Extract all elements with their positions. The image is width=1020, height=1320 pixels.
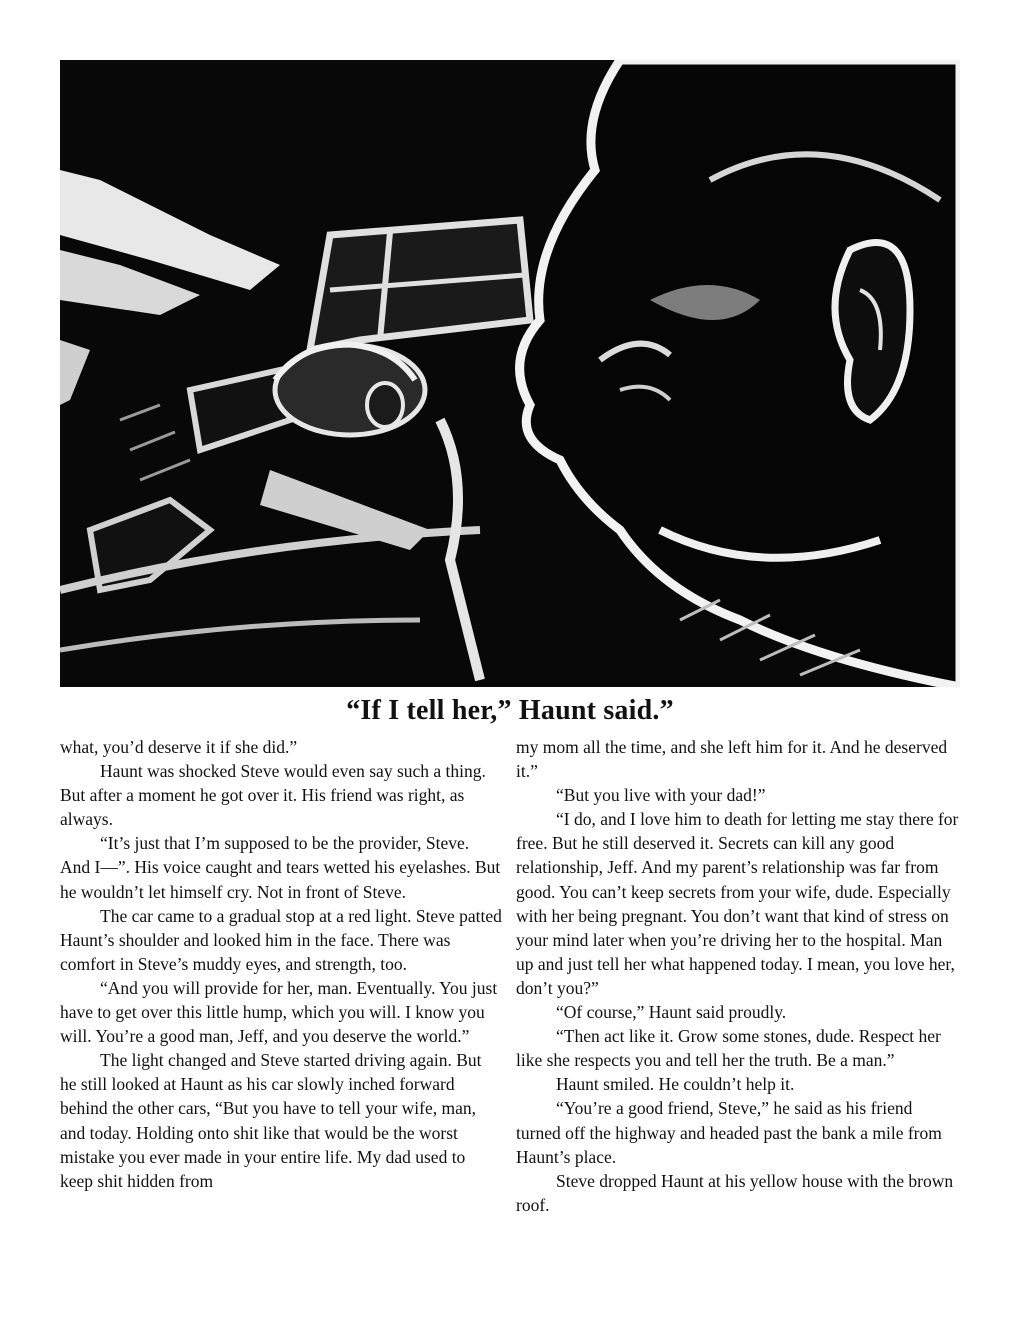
left-text-column (60, 735, 502, 1193)
paragraph: The light changed and Steve started driving again. But he still looked at Haunt as his car slowly inched forward behind the other cars, “But you have to tell your wife, man, and today. Holding onto shit like that would be the worst mistake you ever made in your entire life. My dad used to keep shit hidden from (60, 1050, 482, 1191)
paragraph: “I do, and I love him to death for letting me stay there for free. But he still deserved it. Secrets can kill any good relationship, Jeff. And my parent’s relationship was far from good. You can’t keep secrets from your wife, dude. Especially with her being pregnant. You don’t want that kind of stress on your mind later when you’re driving her to the hospital. Man up and just tell her what happened today. I mean, you love her, don’t you?” (516, 809, 959, 998)
paragraph: my mom all the time, and she left him for it. And he deserved it.” (516, 737, 948, 782)
paragraph: “It’s just that I’m supposed to be the provider, Steve. And I—”. His voice caught and tears wetted his eyelashes. But he wouldn’t let himself cry. Not in front of Steve. (60, 833, 501, 902)
paragraph: The car came to a gradual stop at a red light. Steve patted Haunt’s shoulder and looked him in the face. There was comfort in Steve’s muddy eyes, and strength, too. (60, 905, 502, 974)
paragraph: what, you’d deserve it if she did.” (60, 737, 298, 757)
paragraph: “You’re a good friend, Steve,” he said as his friend turned off the highway and headed past the bank a mile from Haunt’s place. (516, 1098, 942, 1167)
illustration-caption: “If I tell her,” Haunt said.” (346, 695, 674, 726)
paragraph: Haunt was shocked Steve would even say such a thing. But after a moment he got over it. His friend was right, as always. (60, 761, 486, 830)
paragraph: “Of course,” Haunt said proudly. (556, 1002, 787, 1023)
illustration-artwork (60, 60, 960, 687)
right-text-column (516, 735, 960, 1217)
paragraph: “But you live with your dad!” (556, 785, 766, 806)
paragraph: “Then act like it. Grow some stones, dude. Respect her like she respects you and tell her the truth. Be a man.” (516, 1026, 941, 1071)
paragraph: Steve dropped Haunt at his yellow house with the brown roof. (516, 1170, 954, 1215)
paragraph: “And you will provide for her, man. Eventually. You just have to get over this little hump, which you will. I know you will. You’re a good man, Jeff, and you deserve the world.” (60, 977, 498, 1047)
car-interior-illustration (60, 60, 960, 687)
paragraph: Haunt smiled. He couldn’t help it. (556, 1074, 795, 1095)
